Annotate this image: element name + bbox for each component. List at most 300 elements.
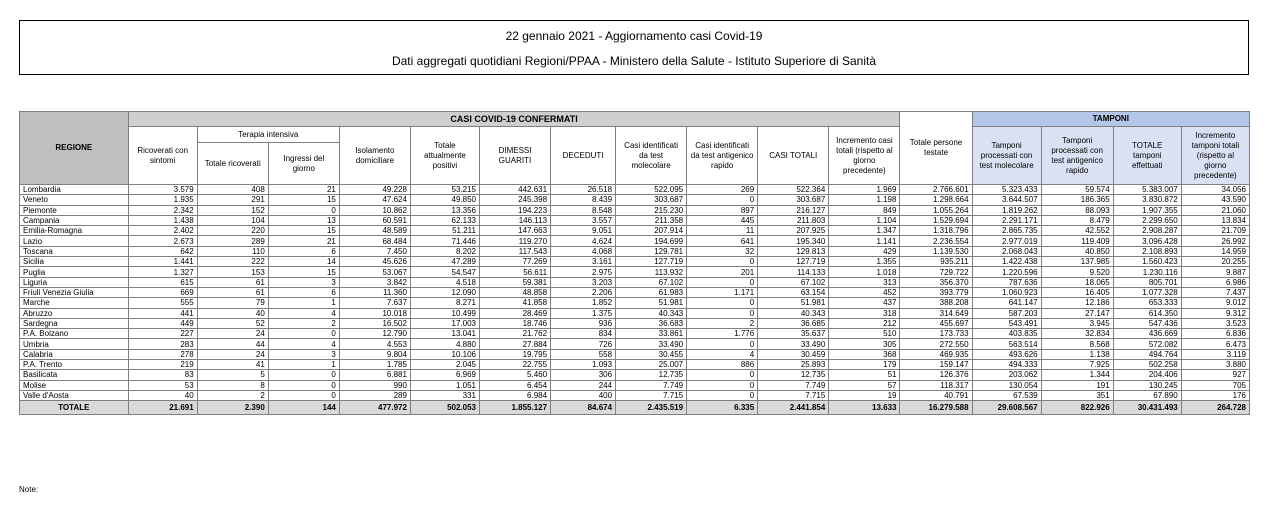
table-cell: 216.127 bbox=[758, 205, 829, 215]
table-cell: 204.406 bbox=[1113, 370, 1181, 380]
table-cell: 452 bbox=[829, 287, 900, 297]
table-cell: 245.398 bbox=[479, 195, 550, 205]
table-cell: 1.422.438 bbox=[972, 257, 1041, 267]
table-cell: 48.589 bbox=[339, 226, 410, 236]
table-cell: 83 bbox=[128, 370, 197, 380]
table-cell: 547.436 bbox=[1113, 318, 1181, 328]
table-cell: 510 bbox=[829, 329, 900, 339]
table-cell: 2.766.601 bbox=[900, 185, 972, 195]
table-cell: 27.884 bbox=[479, 339, 550, 349]
table-cell: 1.855.127 bbox=[479, 401, 550, 415]
table-cell: 33.861 bbox=[616, 329, 687, 339]
header-tamponi-totale: TOTALE tamponi effettuati bbox=[1113, 127, 1181, 185]
table-cell: 201 bbox=[687, 267, 758, 277]
table-cell: 1.776 bbox=[687, 329, 758, 339]
table-cell: 1.060.923 bbox=[972, 287, 1041, 297]
table-cell: 1.355 bbox=[829, 257, 900, 267]
table-cell: 61 bbox=[197, 287, 268, 297]
total-label: TOTALE bbox=[20, 401, 129, 415]
table-cell: 1 bbox=[268, 298, 339, 308]
table-cell: 2.068.043 bbox=[972, 246, 1041, 256]
table-cell: 3.523 bbox=[1181, 318, 1249, 328]
region-name: Emilia-Romagna bbox=[20, 226, 129, 236]
region-name: Umbria bbox=[20, 339, 129, 349]
table-cell: 1.907.355 bbox=[1113, 205, 1181, 215]
table-cell: 303.687 bbox=[616, 195, 687, 205]
table-cell: 118.317 bbox=[900, 380, 972, 390]
table-cell: 10.499 bbox=[410, 308, 479, 318]
table-cell: 849 bbox=[829, 205, 900, 215]
table-cell: 153 bbox=[197, 267, 268, 277]
table-cell: 126.376 bbox=[900, 370, 972, 380]
table-cell: 3.557 bbox=[551, 215, 616, 225]
table-cell: 176 bbox=[1181, 390, 1249, 400]
table-cell: 49.228 bbox=[339, 185, 410, 195]
table-cell: 1.104 bbox=[829, 215, 900, 225]
table-row bbox=[20, 226, 1250, 236]
table-cell: 12.735 bbox=[758, 370, 829, 380]
table-cell: 212 bbox=[829, 318, 900, 328]
table-cell: 40.791 bbox=[900, 390, 972, 400]
table-cell: 6.984 bbox=[479, 390, 550, 400]
table-cell: 113.932 bbox=[616, 267, 687, 277]
table-cell: 4 bbox=[268, 339, 339, 349]
table-cell: 641 bbox=[687, 236, 758, 246]
table-cell: 42.552 bbox=[1041, 226, 1113, 236]
table-cell: 289 bbox=[339, 390, 410, 400]
table-cell: 104 bbox=[197, 215, 268, 225]
table-cell: 0 bbox=[687, 308, 758, 318]
table-cell: 502.258 bbox=[1113, 360, 1181, 370]
table-cell: 494.764 bbox=[1113, 349, 1181, 359]
header-antigenico: Casi identificati da test antigenico rapido bbox=[687, 127, 758, 185]
table-cell: 12.090 bbox=[410, 287, 479, 297]
table-cell: 186.365 bbox=[1041, 195, 1113, 205]
table-cell: 927 bbox=[1181, 370, 1249, 380]
table-cell: 25.893 bbox=[758, 360, 829, 370]
table-cell: 2.291.171 bbox=[972, 215, 1041, 225]
table-cell: 8.568 bbox=[1041, 339, 1113, 349]
table-cell: 5.383.007 bbox=[1113, 185, 1181, 195]
table-cell: 36.683 bbox=[616, 318, 687, 328]
table-cell: 0 bbox=[268, 390, 339, 400]
table-cell: 705 bbox=[1181, 380, 1249, 390]
table-cell: 2.206 bbox=[551, 287, 616, 297]
table-row bbox=[20, 236, 1250, 246]
table-cell: 289 bbox=[197, 236, 268, 246]
table-cell: 469.935 bbox=[900, 349, 972, 359]
table-row bbox=[20, 215, 1250, 225]
table-cell: 2.108.893 bbox=[1113, 246, 1181, 256]
region-name: Abruzzo bbox=[20, 308, 129, 318]
table-cell: 2.390 bbox=[197, 401, 268, 415]
header-totale-positivi: Totale attualmente positivi bbox=[410, 127, 479, 185]
table-cell: 3.945 bbox=[1041, 318, 1113, 328]
table-cell: 729.722 bbox=[900, 267, 972, 277]
table-cell: 477.972 bbox=[339, 401, 410, 415]
table-cell: 179 bbox=[829, 360, 900, 370]
table-cell: 24 bbox=[197, 329, 268, 339]
table-cell: 9.051 bbox=[551, 226, 616, 236]
header-dimessi: DIMESSI GUARITI bbox=[479, 127, 550, 185]
table-cell: 9.804 bbox=[339, 349, 410, 359]
table-cell: 1.077.328 bbox=[1113, 287, 1181, 297]
table-cell: 220 bbox=[197, 226, 268, 236]
table-cell: 0 bbox=[687, 298, 758, 308]
table-cell: 303.687 bbox=[758, 195, 829, 205]
table-cell: 207.925 bbox=[758, 226, 829, 236]
table-cell: 272.550 bbox=[900, 339, 972, 349]
covid-data-table bbox=[19, 111, 1250, 415]
table-cell: 40.343 bbox=[616, 308, 687, 318]
table-cell: 0 bbox=[687, 390, 758, 400]
table-row bbox=[20, 308, 1250, 318]
table-cell: 8.479 bbox=[1041, 215, 1113, 225]
table-cell: 26.992 bbox=[1181, 236, 1249, 246]
table-cell: 403.835 bbox=[972, 329, 1041, 339]
table-cell: 3.830.872 bbox=[1113, 195, 1181, 205]
table-cell: 6 bbox=[268, 246, 339, 256]
table-cell: 67.102 bbox=[758, 277, 829, 287]
table-cell: 1.560.423 bbox=[1113, 257, 1181, 267]
table-cell: 215.230 bbox=[616, 205, 687, 215]
header-ricoverati: Ricoverati con sintomi bbox=[128, 127, 197, 185]
table-cell: 0 bbox=[687, 277, 758, 287]
table-cell: 1.852 bbox=[551, 298, 616, 308]
table-cell: 669 bbox=[128, 287, 197, 297]
table-cell: 3.119 bbox=[1181, 349, 1249, 359]
table-cell: 1.141 bbox=[829, 236, 900, 246]
table-cell: 3.096.428 bbox=[1113, 236, 1181, 246]
table-cell: 1.327 bbox=[128, 267, 197, 277]
table-cell: 119.270 bbox=[479, 236, 550, 246]
table-cell: 356.370 bbox=[900, 277, 972, 287]
table-cell: 0 bbox=[268, 370, 339, 380]
table-cell: 2 bbox=[268, 318, 339, 328]
header-tamponi-group: TAMPONI bbox=[972, 112, 1249, 127]
table-cell: 35.637 bbox=[758, 329, 829, 339]
table-cell: 110 bbox=[197, 246, 268, 256]
table-cell: 1.935 bbox=[128, 195, 197, 205]
table-cell: 16.502 bbox=[339, 318, 410, 328]
table-cell: 62.133 bbox=[410, 215, 479, 225]
table-cell: 1.171 bbox=[687, 287, 758, 297]
table-cell: 269 bbox=[687, 185, 758, 195]
table-cell: 7.637 bbox=[339, 298, 410, 308]
title-box bbox=[19, 20, 1249, 75]
table-cell: 1.139.530 bbox=[900, 246, 972, 256]
total-row bbox=[20, 401, 1250, 415]
header-tamponi-antigenico: Tamponi processati con test antigenico rapido bbox=[1041, 127, 1113, 185]
region-name: P.A. Trento bbox=[20, 360, 129, 370]
table-cell: 21.060 bbox=[1181, 205, 1249, 215]
header-casi-totali: CASI TOTALI bbox=[758, 127, 829, 185]
table-cell: 44 bbox=[197, 339, 268, 349]
table-cell: 127.719 bbox=[758, 257, 829, 267]
table-cell: 16.279.588 bbox=[900, 401, 972, 415]
table-cell: 4.553 bbox=[339, 339, 410, 349]
table-cell: 3.203 bbox=[551, 277, 616, 287]
table-cell: 5.460 bbox=[479, 370, 550, 380]
header-ingressi: Ingressi del giorno bbox=[268, 143, 339, 185]
table-cell: 211.358 bbox=[616, 215, 687, 225]
table-cell: 615 bbox=[128, 277, 197, 287]
table-cell: 59.381 bbox=[479, 277, 550, 287]
table-cell: 494.333 bbox=[972, 360, 1041, 370]
table-cell: 3 bbox=[268, 349, 339, 359]
region-name: Piemonte bbox=[20, 205, 129, 215]
table-cell: 3.644.507 bbox=[972, 195, 1041, 205]
table-cell: 119.409 bbox=[1041, 236, 1113, 246]
table-cell: 21 bbox=[268, 185, 339, 195]
table-cell: 3.161 bbox=[551, 257, 616, 267]
table-cell: 3 bbox=[268, 277, 339, 287]
table-cell: 19.795 bbox=[479, 349, 550, 359]
table-cell: 563.514 bbox=[972, 339, 1041, 349]
table-cell: 13.041 bbox=[410, 329, 479, 339]
table-cell: 144 bbox=[268, 401, 339, 415]
region-name: Calabria bbox=[20, 349, 129, 359]
table-cell: 787.636 bbox=[972, 277, 1041, 287]
table-cell: 1.344 bbox=[1041, 370, 1113, 380]
table-cell: 117.543 bbox=[479, 246, 550, 256]
table-cell: 40.850 bbox=[1041, 246, 1113, 256]
table-cell: 22.755 bbox=[479, 360, 550, 370]
table-cell: 53.067 bbox=[339, 267, 410, 277]
table-row bbox=[20, 390, 1250, 400]
table-cell: 211.803 bbox=[758, 215, 829, 225]
table-cell: 4.624 bbox=[551, 236, 616, 246]
table-cell: 51.981 bbox=[616, 298, 687, 308]
table-cell: 30.431.493 bbox=[1113, 401, 1181, 415]
table-cell: 408 bbox=[197, 185, 268, 195]
table-cell: 1.969 bbox=[829, 185, 900, 195]
table-cell: 219 bbox=[128, 360, 197, 370]
table-cell: 13.834 bbox=[1181, 215, 1249, 225]
table-cell: 53 bbox=[128, 380, 197, 390]
table-cell: 0 bbox=[687, 257, 758, 267]
table-cell: 68.484 bbox=[339, 236, 410, 246]
table-cell: 1.298.664 bbox=[900, 195, 972, 205]
table-cell: 834 bbox=[551, 329, 616, 339]
table-cell: 7.749 bbox=[616, 380, 687, 390]
region-name: Campania bbox=[20, 215, 129, 225]
table-cell: 2.236.554 bbox=[900, 236, 972, 246]
table-cell: 127.719 bbox=[616, 257, 687, 267]
table-cell: 1.438 bbox=[128, 215, 197, 225]
table-cell: 244 bbox=[551, 380, 616, 390]
table-cell: 227 bbox=[128, 329, 197, 339]
table-cell: 12.735 bbox=[616, 370, 687, 380]
table-row bbox=[20, 185, 1250, 195]
table-cell: 306 bbox=[551, 370, 616, 380]
table-cell: 936 bbox=[551, 318, 616, 328]
table-cell: 222 bbox=[197, 257, 268, 267]
table-cell: 437 bbox=[829, 298, 900, 308]
region-name: Molise bbox=[20, 380, 129, 390]
table-cell: 897 bbox=[687, 205, 758, 215]
table-cell: 7.715 bbox=[616, 390, 687, 400]
table-cell: 1.198 bbox=[829, 195, 900, 205]
table-cell: 1.529.694 bbox=[900, 215, 972, 225]
table-cell: 368 bbox=[829, 349, 900, 359]
table-cell: 2.673 bbox=[128, 236, 197, 246]
table-cell: 455.697 bbox=[900, 318, 972, 328]
table-cell: 7.437 bbox=[1181, 287, 1249, 297]
table-cell: 0 bbox=[268, 329, 339, 339]
table-cell: 40.343 bbox=[758, 308, 829, 318]
header-incremento: Incremento casi totali (rispetto al giorno precedente) bbox=[829, 127, 900, 185]
table-row bbox=[20, 380, 1250, 390]
table-cell: 6.969 bbox=[410, 370, 479, 380]
table-cell: 195.340 bbox=[758, 236, 829, 246]
table-cell: 7.715 bbox=[758, 390, 829, 400]
table-cell: 7.925 bbox=[1041, 360, 1113, 370]
table-cell: 14 bbox=[268, 257, 339, 267]
table-cell: 0 bbox=[687, 339, 758, 349]
table-cell: 32.834 bbox=[1041, 329, 1113, 339]
table-cell: 43.590 bbox=[1181, 195, 1249, 205]
table-cell: 388.208 bbox=[900, 298, 972, 308]
region-name: Sardegna bbox=[20, 318, 129, 328]
table-cell: 572.082 bbox=[1113, 339, 1181, 349]
table-cell: 543.491 bbox=[972, 318, 1041, 328]
table-cell: 2.299.650 bbox=[1113, 215, 1181, 225]
table-cell: 77.269 bbox=[479, 257, 550, 267]
table-cell: 4.068 bbox=[551, 246, 616, 256]
table-cell: 10.862 bbox=[339, 205, 410, 215]
table-cell: 1.230.116 bbox=[1113, 267, 1181, 277]
header-totale-ricoverati: Totale ricoverati bbox=[197, 143, 268, 185]
table-cell: 130.054 bbox=[972, 380, 1041, 390]
table-cell: 146.113 bbox=[479, 215, 550, 225]
table-cell: 726 bbox=[551, 339, 616, 349]
table-cell: 6.454 bbox=[479, 380, 550, 390]
table-cell: 278 bbox=[128, 349, 197, 359]
table-cell: 34.056 bbox=[1181, 185, 1249, 195]
table-cell: 6.473 bbox=[1181, 339, 1249, 349]
table-cell: 2 bbox=[197, 390, 268, 400]
table-cell: 1.785 bbox=[339, 360, 410, 370]
table-cell: 6.881 bbox=[339, 370, 410, 380]
table-cell: 3.842 bbox=[339, 277, 410, 287]
table-cell: 6.986 bbox=[1181, 277, 1249, 287]
table-cell: 11.360 bbox=[339, 287, 410, 297]
table-cell: 191 bbox=[1041, 380, 1113, 390]
table-cell: 9.887 bbox=[1181, 267, 1249, 277]
table-cell: 9.312 bbox=[1181, 308, 1249, 318]
table-cell: 291 bbox=[197, 195, 268, 205]
table-cell: 445 bbox=[687, 215, 758, 225]
table-cell: 1.347 bbox=[829, 226, 900, 236]
table-cell: 6.335 bbox=[687, 401, 758, 415]
table-cell: 442.631 bbox=[479, 185, 550, 195]
region-name: Marche bbox=[20, 298, 129, 308]
table-cell: 0 bbox=[268, 205, 339, 215]
table-cell: 67.890 bbox=[1113, 390, 1181, 400]
table-cell: 20.255 bbox=[1181, 257, 1249, 267]
table-cell: 129.813 bbox=[758, 246, 829, 256]
table-cell: 114.133 bbox=[758, 267, 829, 277]
table-cell: 56.611 bbox=[479, 267, 550, 277]
table-cell: 40 bbox=[128, 390, 197, 400]
table-cell: 0 bbox=[687, 195, 758, 205]
table-cell: 63.154 bbox=[758, 287, 829, 297]
table-cell: 15 bbox=[268, 226, 339, 236]
table-cell: 152 bbox=[197, 205, 268, 215]
table-row bbox=[20, 195, 1250, 205]
region-name: Toscana bbox=[20, 246, 129, 256]
table-cell: 129.781 bbox=[616, 246, 687, 256]
table-cell: 14.959 bbox=[1181, 246, 1249, 256]
region-name: Lazio bbox=[20, 236, 129, 246]
table-cell: 5 bbox=[197, 370, 268, 380]
table-cell: 130.245 bbox=[1113, 380, 1181, 390]
table-cell: 88.093 bbox=[1041, 205, 1113, 215]
region-name: Liguria bbox=[20, 277, 129, 287]
table-cell: 822.926 bbox=[1041, 401, 1113, 415]
table-cell: 17.003 bbox=[410, 318, 479, 328]
table-cell: 7.749 bbox=[758, 380, 829, 390]
table-cell: 393.779 bbox=[900, 287, 972, 297]
table-cell: 71.446 bbox=[410, 236, 479, 246]
table-cell: 8.439 bbox=[551, 195, 616, 205]
table-cell: 33.490 bbox=[616, 339, 687, 349]
table-cell: 18.746 bbox=[479, 318, 550, 328]
table-cell: 351 bbox=[1041, 390, 1113, 400]
table-cell: 53.215 bbox=[410, 185, 479, 195]
table-cell: 6.836 bbox=[1181, 329, 1249, 339]
table-cell: 8.271 bbox=[410, 298, 479, 308]
table-cell: 441 bbox=[128, 308, 197, 318]
table-cell: 67.539 bbox=[972, 390, 1041, 400]
table-cell: 305 bbox=[829, 339, 900, 349]
table-cell: 558 bbox=[551, 349, 616, 359]
table-cell: 805.701 bbox=[1113, 277, 1181, 287]
table-row bbox=[20, 277, 1250, 287]
table-cell: 47.624 bbox=[339, 195, 410, 205]
table-cell: 2 bbox=[687, 318, 758, 328]
table-cell: 41.858 bbox=[479, 298, 550, 308]
table-cell: 29.608.567 bbox=[972, 401, 1041, 415]
table-row bbox=[20, 349, 1250, 359]
table-cell: 2.435.519 bbox=[616, 401, 687, 415]
table-cell: 1.819.262 bbox=[972, 205, 1041, 215]
table-cell: 1.138 bbox=[1041, 349, 1113, 359]
table-cell: 400 bbox=[551, 390, 616, 400]
table-cell: 51.981 bbox=[758, 298, 829, 308]
header-tamponi-molecolare: Tamponi processati con test molecolare bbox=[972, 127, 1041, 185]
table-cell: 990 bbox=[339, 380, 410, 390]
table-cell: 15 bbox=[268, 267, 339, 277]
table-cell: 614.350 bbox=[1113, 308, 1181, 318]
table-row bbox=[20, 257, 1250, 267]
table-cell: 264.728 bbox=[1181, 401, 1249, 415]
table-row bbox=[20, 298, 1250, 308]
table-cell: 1.051 bbox=[410, 380, 479, 390]
table-cell: 41 bbox=[197, 360, 268, 370]
table-cell: 18.065 bbox=[1041, 277, 1113, 287]
header-persone-testate: Totale persone testate bbox=[900, 112, 972, 185]
table-cell: 1.375 bbox=[551, 308, 616, 318]
table-cell: 2.045 bbox=[410, 360, 479, 370]
table-cell: 48.858 bbox=[479, 287, 550, 297]
table-cell: 493.626 bbox=[972, 349, 1041, 359]
table-cell: 10.018 bbox=[339, 308, 410, 318]
table-cell: 9.012 bbox=[1181, 298, 1249, 308]
table-cell: 2.977.019 bbox=[972, 236, 1041, 246]
table-cell: 935.211 bbox=[900, 257, 972, 267]
